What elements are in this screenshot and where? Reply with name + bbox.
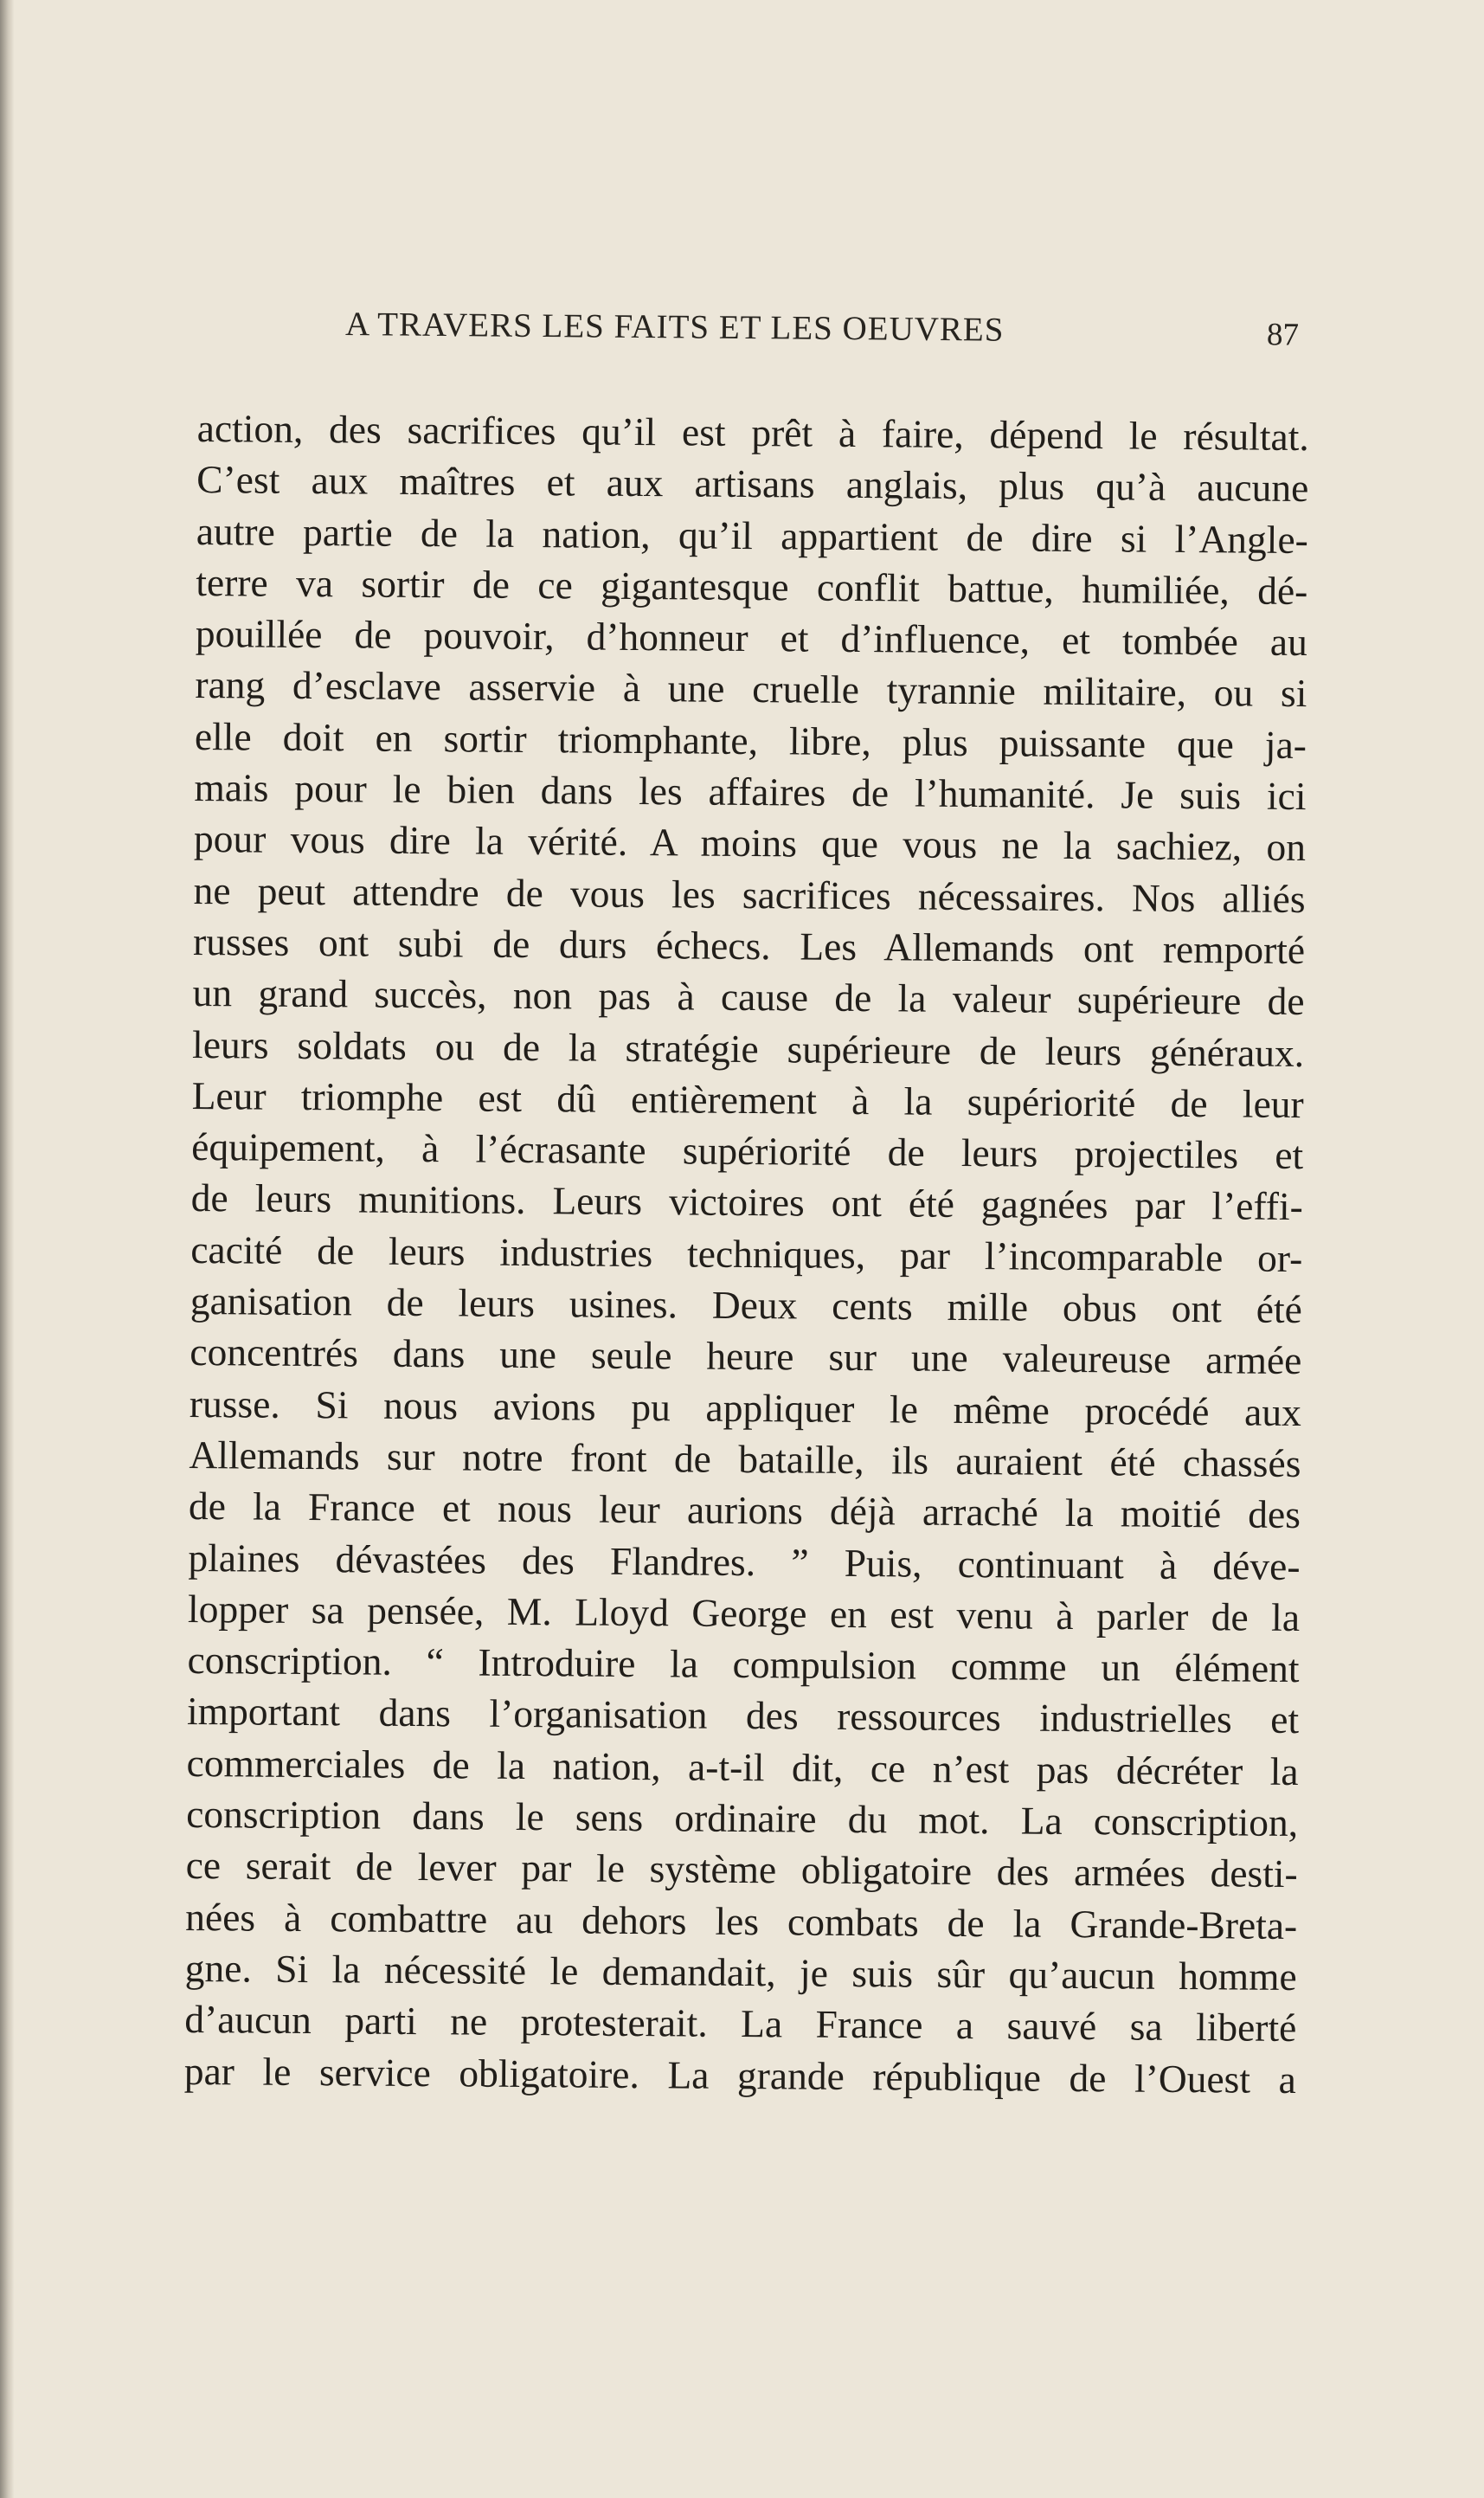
book-page [14, 0, 1484, 2498]
text-line: pour vous dire la vérité. A moins que vous ne la sachiez, on [193, 816, 1307, 870]
text-line: ce serait de lever par le système obligatoire des armées desti- [185, 1843, 1298, 1896]
body-text [184, 402, 1309, 2105]
text-line: leurs soldats ou de la stratégie supérieure de leurs généraux. [191, 1021, 1305, 1075]
text-line: de leurs munitions. Leurs victoires ont été gagnées par l’effi- [190, 1175, 1303, 1229]
text-line: cacité de leurs industries techniques, par l’incomparable or- [190, 1226, 1303, 1280]
text-line: concentrés dans une seule heure sur une valeureuse armée [190, 1329, 1302, 1383]
text-line: gne. Si la nécessité le demandait, je suis sûr qu’aucun homme [184, 1945, 1297, 1999]
text-line: nées à combattre au dehors les combats de la Grande-Breta- [185, 1894, 1298, 1948]
text-line: action, des sacrifices qu’il est prêt à faire, dépend le résultat. [196, 405, 1309, 460]
text-line: conscription. “ Introduire la compulsion comme un élément [187, 1638, 1300, 1691]
running-head [345, 305, 1299, 365]
text-line: conscription dans le sens ordinaire du mot. La conscription, [185, 1791, 1299, 1845]
text-line: commerciales de la nation, a-t-il dit, ce n’est pas décréter la [186, 1740, 1299, 1793]
text-line: ganisation de leurs usines. Deux cents mille obus ont été [190, 1278, 1303, 1332]
text-line: important dans l’organisation des ressources industrielles et [186, 1689, 1300, 1742]
text-line: terre va sortir de ce gigantesque conflit battue, humiliée, dé- [196, 559, 1308, 613]
book-gutter [0, 0, 14, 2498]
text-line: lopper sa pensée, M. Lloyd George en est venu à parler de la [187, 1586, 1301, 1639]
text-line: un grand succès, non pas à cause de la valeur supérieure de [192, 970, 1305, 1024]
page-number: 87 [1266, 317, 1300, 353]
text-line: ne peut attendre de vous les sacrifices nécessaires. Nos alliés [193, 867, 1306, 921]
text-line: plaines dévastées des Flandres. ” Puis, continuant à déve- [188, 1535, 1301, 1588]
text-line: autre partie de la nation, qu’il appartient de dire si l’Angle- [196, 508, 1308, 562]
text-line: rang d’esclave asservie à une cruelle tyrannie militaire, ou si [195, 662, 1307, 716]
text-line: mais pour le bien dans les affaires de l’humanité. Je suis ici [194, 765, 1307, 819]
text-line: Allemands sur notre front de bataille, ils auraient été chassés [189, 1432, 1301, 1485]
text-line: russe. Si nous avions pu appliquer le même procédé aux [189, 1381, 1302, 1434]
text-line: d’aucun parti ne protesterait. La France a sauvé sa liberté [184, 1997, 1297, 2051]
text-line: équipement, à l’écrasante supériorité de leurs projectiles et [191, 1124, 1304, 1178]
text-line: Leur triomphe est dû entièrement à la supériorité de leur [191, 1072, 1304, 1126]
text-line: C’est aux maîtres et aux artisans anglais, plus qu’à aucune [196, 457, 1309, 511]
running-title: A TRAVERS LES FAITS ET LES OEUVRES [344, 306, 1005, 349]
text-line: elle doit en sortir triomphante, libre, plus puissante que ja- [194, 713, 1307, 767]
text-line: russes ont subi de durs échecs. Les Allemands ont remporté [192, 918, 1306, 973]
text-line: par le service obligatoire. La grande république de l’Ouest a [183, 2048, 1297, 2102]
text-line: pouillée de pouvoir, d’honneur et d’influence, et tombée au [195, 611, 1308, 665]
text-line: de la France et nous leur aurions déjà arraché la moitié des [188, 1484, 1301, 1537]
